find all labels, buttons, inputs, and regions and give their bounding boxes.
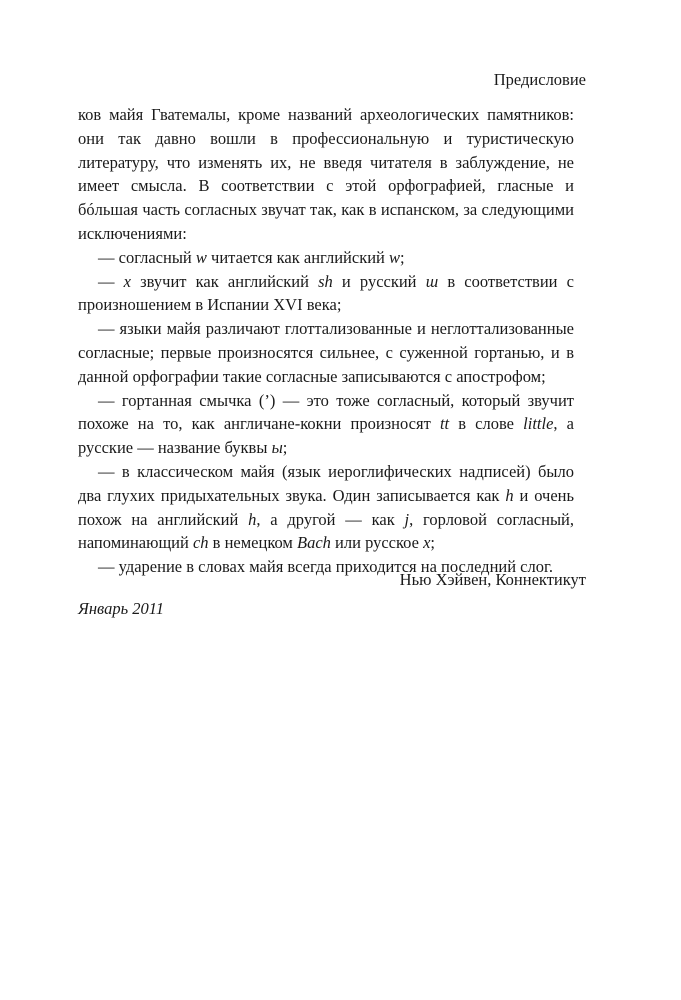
paragraph bbox=[78, 317, 574, 388]
body-text bbox=[78, 103, 574, 579]
italic-run: j bbox=[404, 509, 410, 529]
italic-run: w bbox=[195, 247, 207, 267]
text-run: — в классическом майя (язык иероглифических надписей) было два глухих придыхательных звука. Один записывается как bbox=[78, 461, 574, 505]
text-run: в соответствии с произношением в Испании XVI века; bbox=[78, 271, 574, 315]
text-run: — ударение в словах майя всегда приходится на последний слог. bbox=[98, 557, 554, 577]
text-run: — bbox=[98, 271, 124, 291]
text-run: ; bbox=[400, 247, 405, 267]
text-run: , а русские — название буквы bbox=[78, 414, 574, 458]
italic-run: ch bbox=[192, 533, 209, 553]
paragraph bbox=[78, 389, 574, 460]
italic-run: w bbox=[389, 247, 401, 267]
text-run: , а другой — как bbox=[256, 509, 405, 529]
text-run: читается как английский bbox=[206, 247, 390, 267]
text-run: и очень похож на английский bbox=[78, 485, 574, 529]
italic-run: ы bbox=[271, 438, 283, 458]
paragraph bbox=[78, 246, 574, 270]
italic-run: х bbox=[423, 533, 431, 553]
text-run: звучит как английский bbox=[131, 271, 319, 291]
text-run: — языки майя различают глоттализованные и неглоттализованные согласные; первые произносятся сильнее, с суженной гортанью, и в данной орфографии такие согласные записываются с апострофом; bbox=[78, 319, 574, 386]
running-head: Предисловие bbox=[493, 70, 586, 89]
italic-run: h bbox=[505, 485, 514, 505]
text-run: — гортанная смычка (’) — это тоже согласный, который звучит похоже на то, как англичане-кокни произносят bbox=[78, 390, 574, 434]
italic-run: ш bbox=[425, 271, 439, 291]
text-run: ; bbox=[282, 438, 288, 458]
paragraph bbox=[78, 460, 574, 555]
italic-run: little bbox=[523, 414, 554, 434]
text-run: ; bbox=[430, 533, 435, 553]
paragraph bbox=[78, 103, 574, 246]
date-line: Январь 2011 bbox=[78, 599, 164, 618]
italic-run: Bach bbox=[297, 533, 331, 553]
italic-run: tt bbox=[439, 414, 450, 434]
paragraph bbox=[78, 270, 574, 318]
text-run: ков майя Гватемалы, кроме названий археологических памятников: они так давно вошли в профессиональную и туристическую литературу, что изменять их, не введя читателя в заблуждение, не имеет смысла. В соответствии с этой орфографией, гласные и бóльшая часть согласных звучат так, как в испанском, за следующими исключениями: bbox=[78, 105, 574, 243]
italic-run: x bbox=[123, 271, 131, 291]
italic-run: h bbox=[248, 509, 257, 529]
text-run: или русское bbox=[330, 533, 424, 553]
signature-place: Нью Хэйвен, Коннектикут bbox=[399, 570, 586, 589]
text-run: — согласный bbox=[98, 247, 196, 267]
text-run: и русский bbox=[332, 271, 426, 291]
text-run: в немецком bbox=[208, 533, 298, 553]
text-run: в слове bbox=[449, 414, 524, 434]
text-run: , горловой согласный, напоминающий bbox=[78, 509, 574, 553]
italic-run: sh bbox=[318, 271, 333, 291]
